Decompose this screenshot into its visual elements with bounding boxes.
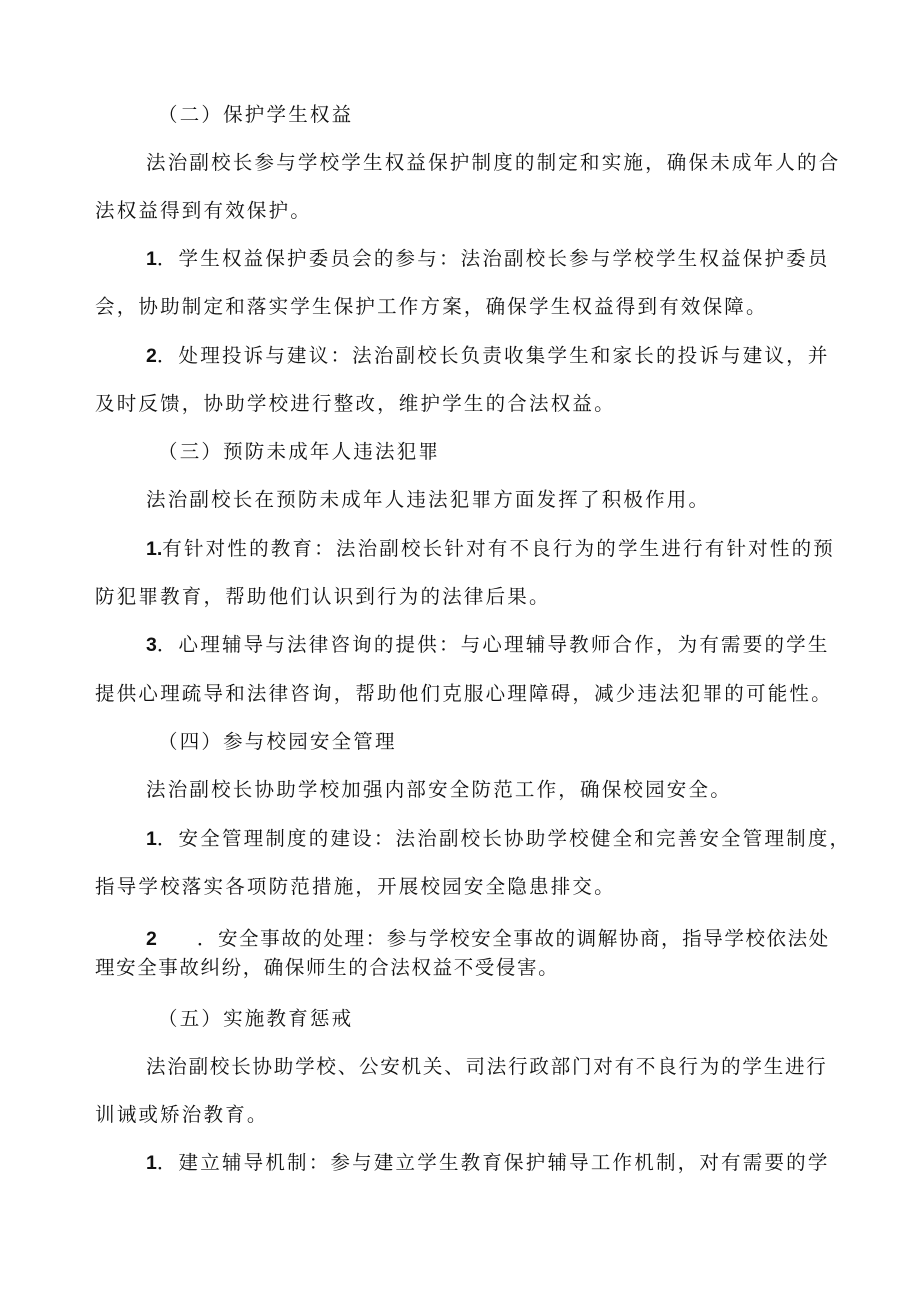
section-heading: （三）预防未成年人违法犯罪 [158, 440, 441, 463]
item-number: 1 [146, 248, 157, 270]
paragraph-line: 防犯罪教育，帮助他们认识到行为的法律后果。 [95, 585, 551, 608]
paragraph-line: ．学生权益保护委员会的参与：法治副校长参与学校学生权益保护委员 [156, 247, 830, 270]
item-number: 1 [146, 1152, 157, 1174]
paragraph-line: 有针对性的教育：法治副校长针对有不良行为的学生进行有针对性的预 [162, 537, 835, 560]
paragraph-line: 法治副校长参与学校学生权益保护制度的制定和实施，确保未成年人的合 [146, 151, 841, 174]
list-item [146, 826, 851, 852]
list-item [146, 246, 830, 272]
paragraph-line: 法权益得到有效保护。 [95, 199, 313, 222]
paragraph-line: ．安全事故的处理：参与学校安全事故的调解协商，指导学校依法处 [196, 927, 830, 950]
paragraph-line: 提供心理疏导和法律咨询，帮助他们克服心理障碍，减少违法犯罪的可能性。 [95, 682, 833, 705]
paragraph-line: 会，协助制定和落实学生保护工作方案，确保学生权益得到有效保障。 [95, 295, 768, 318]
item-number: 1. [146, 538, 163, 560]
list-item [146, 926, 830, 952]
paragraph-line: 法治副校长协助学校、公安机关、司法行政部门对有不良行为的学生进行 [146, 1055, 828, 1078]
item-number: 1 [146, 828, 157, 850]
item-number: 3 [146, 634, 157, 656]
section-heading: （二）保护学生权益 [158, 103, 354, 126]
list-item [146, 536, 835, 562]
paragraph-line: 理安全事故纠纷，确保师生的合法权益不受侵害。 [95, 956, 560, 979]
paragraph-line: 法治副校长协助学校加强内部安全防范工作，确保校园安全。 [146, 778, 732, 801]
paragraph-line: ．建立辅导机制：参与建立学生教育保护辅导工作机制，对有需要的学 [156, 1151, 830, 1174]
paragraph-line: 法治副校长在预防未成年人违法犯罪方面发挥了积极作用。 [146, 488, 711, 511]
paragraph-line: 训诫或矫治教育。 [95, 1103, 269, 1126]
list-item [146, 632, 830, 658]
list-item [146, 343, 830, 369]
paragraph-line: 及时反馈，协助学校进行整改，维护学生的合法权益。 [95, 392, 616, 415]
section-heading: （五）实施教育惩戒 [158, 1007, 354, 1030]
paragraph-line: ．处理投诉与建议：法治副校长负责收集学生和家长的投诉与建议，并 [156, 344, 830, 367]
section-heading: （四）参与校园安全管理 [158, 730, 397, 753]
item-number: 2 [146, 345, 157, 367]
paragraph-line: 指导学校落实各项防范措施，开展校园安全隐患排交。 [95, 875, 616, 898]
paragraph-line: ．心理辅导与法律咨询的提供：与心理辅导教师合作，为有需要的学生 [156, 633, 830, 656]
item-number: 2 [146, 928, 157, 950]
list-item [146, 1150, 830, 1176]
paragraph-line: ．安全管理制度的建设：法治副校长协助学校健全和完善安全管理制度， [156, 827, 852, 850]
